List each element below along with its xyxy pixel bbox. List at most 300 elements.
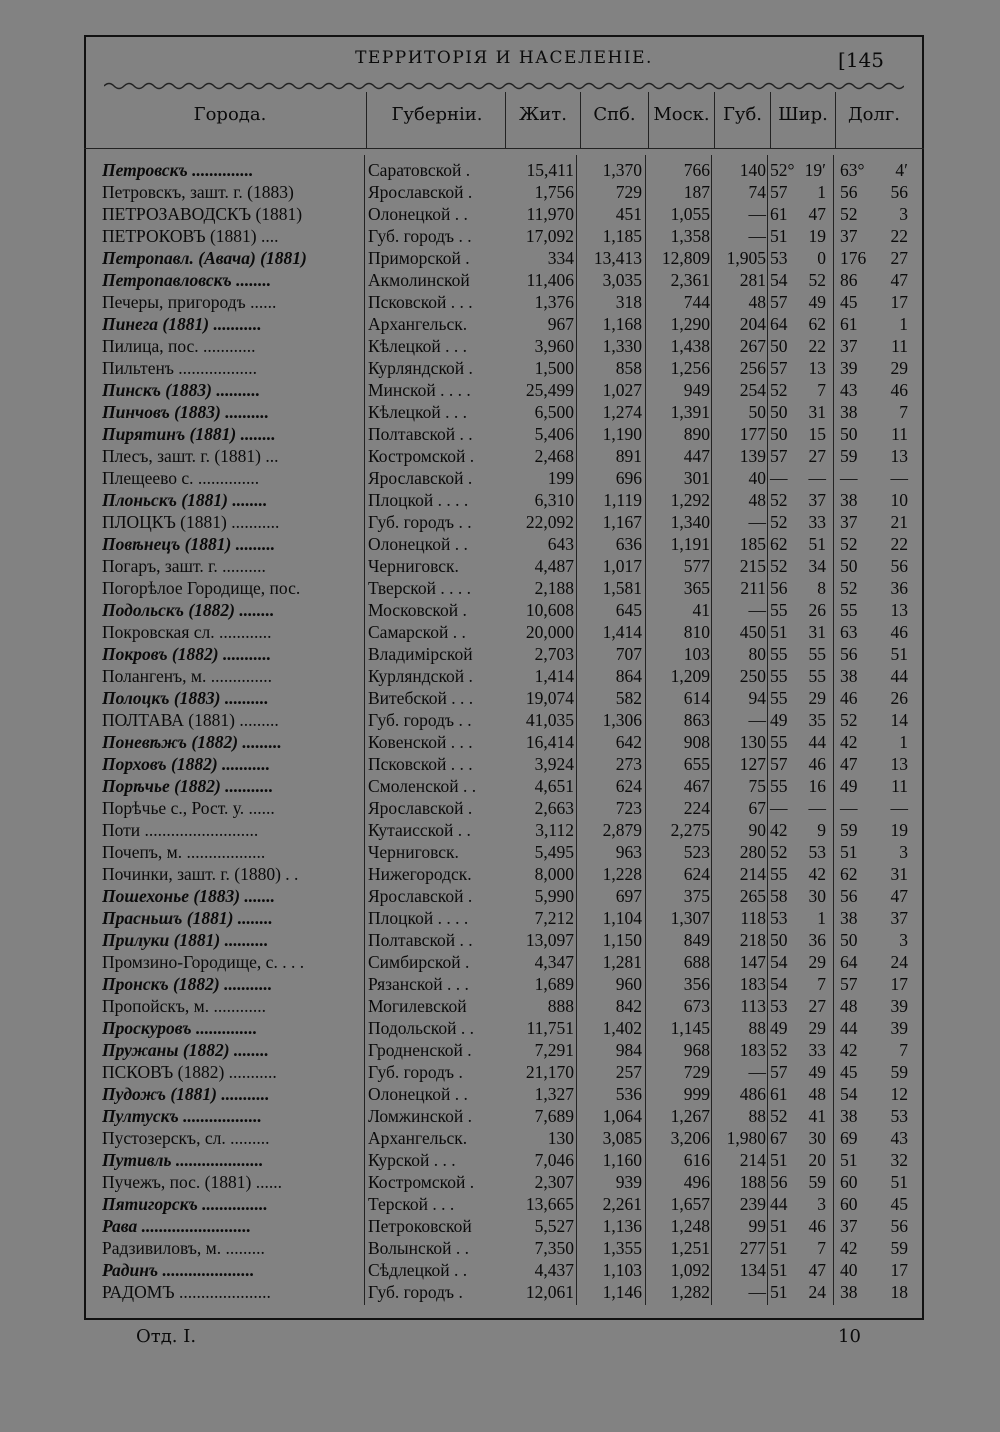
table-row bbox=[96, 357, 912, 379]
latitude-min-cell: 20 bbox=[808, 1150, 826, 1170]
population-cell: 3,960 bbox=[534, 336, 574, 356]
city-cell: Полангенъ, м. .............. bbox=[102, 666, 272, 686]
city-cell: Проскуровъ .............. bbox=[102, 1018, 258, 1038]
city-cell: Пустозерскъ, сл. ......... bbox=[102, 1128, 270, 1148]
longitude-deg-cell: 42 bbox=[840, 732, 858, 752]
latitude-min-cell: 31 bbox=[808, 622, 826, 642]
latitude-min-cell: 44 bbox=[808, 732, 826, 752]
population-cell: 13,665 bbox=[525, 1194, 574, 1214]
latitude-deg-cell: 55 bbox=[770, 644, 788, 664]
distance-gub-cell: 118 bbox=[740, 908, 766, 928]
latitude-min-cell: 37 bbox=[808, 490, 826, 510]
city-cell: ПЕТРОЗАВОДСКЪ (1881) bbox=[102, 204, 303, 224]
latitude-deg-cell: 52 bbox=[770, 1106, 788, 1126]
longitude-min-cell: 59 bbox=[890, 1238, 908, 1258]
distance-spb-cell: 645 bbox=[615, 600, 642, 620]
longitude-deg-cell: 60 bbox=[840, 1194, 858, 1214]
distance-gub-cell: 204 bbox=[739, 314, 766, 334]
province-cell: Губ. городъ . . bbox=[368, 226, 472, 246]
wavy-rule bbox=[104, 80, 904, 92]
longitude-deg-cell: 63 bbox=[840, 622, 858, 642]
province-cell: Олонецкой . . bbox=[368, 534, 468, 554]
longitude-min-cell: 1 bbox=[899, 314, 908, 334]
distance-spb-cell: 1,370 bbox=[602, 160, 642, 180]
province-cell: Витебской . . . bbox=[368, 688, 474, 708]
table-row bbox=[96, 1237, 912, 1259]
city-cell: Печеры, пригородъ ...... bbox=[102, 292, 277, 312]
population-cell: 4,347 bbox=[534, 952, 574, 972]
latitude-deg-cell: — bbox=[770, 468, 788, 488]
distance-gub-cell: 140 bbox=[739, 160, 766, 180]
table-row bbox=[96, 1127, 912, 1149]
latitude-deg-cell: 52 bbox=[770, 512, 788, 532]
distance-moscow-cell: 365 bbox=[683, 578, 710, 598]
distance-spb-cell: 697 bbox=[615, 886, 642, 906]
col-header-gubd: Губ. bbox=[722, 104, 763, 125]
longitude-deg-cell: 60 bbox=[840, 1172, 858, 1192]
longitude-deg-cell: 64 bbox=[840, 952, 858, 972]
population-cell: 7,212 bbox=[534, 908, 574, 928]
population-cell: 8,000 bbox=[534, 864, 574, 884]
longitude-deg-cell: 56 bbox=[840, 644, 858, 664]
population-cell: 25,499 bbox=[525, 380, 574, 400]
city-cell: Пошехонье (1883) ....... bbox=[102, 886, 276, 906]
latitude-min-cell: 49 bbox=[808, 1062, 826, 1082]
city-cell: Пучежъ, пос. (1881) ...... bbox=[102, 1172, 282, 1192]
population-cell: 1,756 bbox=[534, 182, 574, 202]
distance-gub-cell: 1,980 bbox=[726, 1128, 766, 1148]
latitude-min-cell: 59 bbox=[808, 1172, 826, 1192]
distance-gub-cell: 88 bbox=[748, 1018, 766, 1038]
distance-moscow-cell: 41 bbox=[692, 600, 710, 620]
longitude-min-cell: 56 bbox=[890, 182, 908, 202]
table-row bbox=[96, 731, 912, 753]
latitude-deg-cell: 50 bbox=[770, 402, 788, 422]
population-cell: 20,000 bbox=[525, 622, 574, 642]
longitude-deg-cell: 52 bbox=[840, 578, 858, 598]
longitude-deg-cell: 38 bbox=[840, 908, 858, 928]
city-cell: Подольскъ (1882) ........ bbox=[102, 600, 275, 620]
distance-gub-cell: 1,905 bbox=[726, 248, 766, 268]
longitude-min-cell: 19 bbox=[890, 820, 908, 840]
distance-spb-cell: 1,027 bbox=[602, 380, 642, 400]
population-cell: 41,035 bbox=[525, 710, 574, 730]
population-cell: 1,500 bbox=[534, 358, 574, 378]
province-cell: Губ. городъ . . bbox=[368, 512, 472, 532]
distance-spb-cell: 1,414 bbox=[602, 622, 642, 642]
distance-spb-cell: 582 bbox=[615, 688, 642, 708]
distance-moscow-cell: 766 bbox=[683, 160, 710, 180]
latitude-min-cell: 48 bbox=[808, 1084, 826, 1104]
table-row bbox=[96, 687, 912, 709]
latitude-deg-cell: 53 bbox=[770, 248, 788, 268]
distance-moscow-cell: 1,256 bbox=[670, 358, 710, 378]
distance-spb-cell: 960 bbox=[615, 974, 642, 994]
longitude-min-cell: 11 bbox=[891, 424, 908, 444]
distance-gub-cell: 40 bbox=[748, 468, 766, 488]
distance-spb-cell: 1,306 bbox=[602, 710, 642, 730]
distance-spb-cell: 536 bbox=[615, 1084, 642, 1104]
longitude-min-cell: 56 bbox=[890, 1216, 908, 1236]
longitude-min-cell: 51 bbox=[890, 1172, 908, 1192]
distance-spb-cell: 624 bbox=[615, 776, 642, 796]
latitude-min-cell: 42 bbox=[808, 864, 826, 884]
province-cell: Кѣлецкой . . . bbox=[368, 336, 468, 356]
distance-spb-cell: 1,281 bbox=[602, 952, 642, 972]
longitude-deg-cell: 38 bbox=[840, 402, 858, 422]
city-cell: Порѣчье (1882) ........... bbox=[102, 776, 274, 796]
longitude-min-cell: 47 bbox=[890, 886, 908, 906]
distance-spb-cell: 984 bbox=[615, 1040, 642, 1060]
population-cell: 199 bbox=[547, 468, 574, 488]
distance-gub-cell: 211 bbox=[740, 578, 766, 598]
city-cell: Прасньшъ (1881) ........ bbox=[102, 908, 273, 928]
province-cell: Кутаисской . . bbox=[368, 820, 471, 840]
population-cell: 5,990 bbox=[534, 886, 574, 906]
province-cell: Терской . . . bbox=[368, 1194, 455, 1214]
table-row bbox=[96, 313, 912, 335]
province-cell: Полтавской . . bbox=[368, 930, 473, 950]
longitude-deg-cell: 42 bbox=[840, 1040, 858, 1060]
distance-spb-cell: 318 bbox=[615, 292, 642, 312]
distance-gub-cell: 94 bbox=[748, 688, 766, 708]
longitude-min-cell: 37 bbox=[890, 908, 908, 928]
longitude-min-cell: 45 bbox=[890, 1194, 908, 1214]
table-row bbox=[96, 291, 912, 313]
latitude-min-cell: 30 bbox=[808, 886, 826, 906]
distance-moscow-cell: 655 bbox=[683, 754, 710, 774]
latitude-min-cell: 9 bbox=[817, 820, 826, 840]
longitude-deg-cell: 40 bbox=[840, 1260, 858, 1280]
longitude-deg-cell: — bbox=[840, 468, 858, 488]
distance-moscow-cell: 1,438 bbox=[670, 336, 710, 356]
distance-moscow-cell: 577 bbox=[683, 556, 710, 576]
distance-spb-cell: 273 bbox=[615, 754, 642, 774]
distance-moscow-cell: 12,809 bbox=[661, 248, 710, 268]
longitude-min-cell: 17 bbox=[890, 292, 908, 312]
running-head bbox=[84, 48, 924, 78]
distance-moscow-cell: 1,292 bbox=[670, 490, 710, 510]
table-row bbox=[96, 665, 912, 687]
city-cell: Прилуки (1881) .......... bbox=[102, 930, 269, 950]
distance-moscow-cell: 614 bbox=[683, 688, 710, 708]
latitude-min-cell: 16 bbox=[808, 776, 826, 796]
distance-moscow-cell: 1,251 bbox=[670, 1238, 710, 1258]
table-row bbox=[96, 533, 912, 555]
distance-moscow-cell: 1,307 bbox=[670, 908, 710, 928]
longitude-deg-cell: 59 bbox=[840, 446, 858, 466]
latitude-deg-cell: 57 bbox=[770, 1062, 788, 1082]
distance-spb-cell: 1,402 bbox=[602, 1018, 642, 1038]
population-cell: 3,924 bbox=[534, 754, 574, 774]
table-row bbox=[96, 819, 912, 841]
table-row bbox=[96, 159, 912, 181]
latitude-min-cell: 7 bbox=[817, 1238, 826, 1258]
table-row bbox=[96, 467, 912, 489]
longitude-min-cell: 3 bbox=[899, 204, 908, 224]
distance-spb-cell: 3,035 bbox=[602, 270, 642, 290]
city-cell: Пинскъ (1883) .......... bbox=[102, 380, 261, 400]
table-row bbox=[96, 1259, 912, 1281]
distance-moscow-cell: 1,290 bbox=[670, 314, 710, 334]
distance-gub-cell: 267 bbox=[739, 336, 766, 356]
table-row bbox=[96, 335, 912, 357]
table-row bbox=[96, 445, 912, 467]
table-row bbox=[96, 511, 912, 533]
longitude-deg-cell: 52 bbox=[840, 534, 858, 554]
city-cell: Радзивиловъ, м. ......... bbox=[102, 1238, 265, 1258]
longitude-min-cell: 7 bbox=[899, 1040, 908, 1060]
province-cell: Олонецкой . . bbox=[368, 1084, 468, 1104]
table-row bbox=[96, 907, 912, 929]
longitude-min-cell: 26 bbox=[890, 688, 908, 708]
province-cell: Губ. городъ . bbox=[368, 1062, 463, 1082]
longitude-deg-cell: 42 bbox=[840, 1238, 858, 1258]
longitude-deg-cell: 51 bbox=[840, 1150, 858, 1170]
distance-spb-cell: 636 bbox=[615, 534, 642, 554]
longitude-deg-cell: 56 bbox=[840, 182, 858, 202]
longitude-deg-cell: 63° bbox=[840, 160, 865, 180]
city-cell: ПЕТРОКОВЪ (1881) .... bbox=[102, 226, 279, 246]
table-row bbox=[96, 423, 912, 445]
table-row bbox=[96, 929, 912, 951]
latitude-min-cell: — bbox=[808, 468, 826, 488]
table-row bbox=[96, 577, 912, 599]
latitude-min-cell: 3 bbox=[817, 1194, 826, 1214]
city-cell: Покровъ (1882) ........... bbox=[102, 644, 272, 664]
population-cell: 16,414 bbox=[525, 732, 574, 752]
province-cell: Ярославской . bbox=[368, 468, 473, 488]
table-row bbox=[96, 1149, 912, 1171]
city-cell: Погаръ, зашт. г. .......... bbox=[102, 556, 266, 576]
latitude-min-cell: 49 bbox=[808, 292, 826, 312]
province-cell: Черниговск. bbox=[368, 842, 459, 862]
latitude-min-cell: 53 bbox=[808, 842, 826, 862]
latitude-deg-cell: 51 bbox=[770, 1150, 788, 1170]
distance-spb-cell: 1,330 bbox=[602, 336, 642, 356]
longitude-min-cell: 44 bbox=[890, 666, 908, 686]
page-title: ТЕРРИТОРІЯ И НАСЕЛЕНІЕ. bbox=[355, 48, 653, 68]
longitude-min-cell: 59 bbox=[890, 1062, 908, 1082]
latitude-min-cell: 33 bbox=[808, 512, 826, 532]
table-row bbox=[96, 1061, 912, 1083]
city-cell: Петропавл. (Авача) (1881) bbox=[102, 248, 307, 268]
longitude-deg-cell: 38 bbox=[840, 666, 858, 686]
table-row bbox=[96, 753, 912, 775]
population-cell: 2,663 bbox=[534, 798, 574, 818]
province-cell: Курской . . . bbox=[368, 1150, 456, 1170]
longitude-deg-cell: — bbox=[840, 798, 858, 818]
population-cell: 2,468 bbox=[534, 446, 574, 466]
table-row bbox=[96, 247, 912, 269]
city-cell: Пятигорскъ ............... bbox=[102, 1194, 268, 1214]
province-cell: Приморской . bbox=[368, 248, 470, 268]
distance-spb-cell: 642 bbox=[615, 732, 642, 752]
city-cell: Промзино-Городище, с. . . . bbox=[102, 952, 305, 972]
col-header-shir: Шир. bbox=[778, 104, 828, 125]
city-cell: Путивль .................... bbox=[102, 1150, 264, 1170]
longitude-deg-cell: 39 bbox=[840, 358, 858, 378]
province-cell: Плоцкой . . . . bbox=[368, 908, 469, 928]
city-cell: Пронскъ (1882) ........... bbox=[102, 974, 273, 994]
distance-gub-cell: 139 bbox=[739, 446, 766, 466]
distance-spb-cell: 257 bbox=[615, 1062, 642, 1082]
city-cell: Радинъ ..................... bbox=[102, 1260, 255, 1280]
longitude-min-cell: 51 bbox=[890, 644, 908, 664]
latitude-deg-cell: 51 bbox=[770, 1238, 788, 1258]
population-cell: 5,495 bbox=[534, 842, 574, 862]
longitude-deg-cell: 37 bbox=[840, 1216, 858, 1236]
province-cell: Ярославской . bbox=[368, 886, 473, 906]
latitude-min-cell: 52 bbox=[808, 270, 826, 290]
distance-moscow-cell: 949 bbox=[683, 380, 710, 400]
distance-gub-cell: 127 bbox=[739, 754, 766, 774]
distance-spb-cell: 1,119 bbox=[603, 490, 642, 510]
latitude-min-cell: 1 bbox=[817, 908, 826, 928]
latitude-deg-cell: 52 bbox=[770, 490, 788, 510]
distance-gub-cell: — bbox=[748, 512, 766, 532]
longitude-deg-cell: 56 bbox=[840, 886, 858, 906]
longitude-deg-cell: 37 bbox=[840, 226, 858, 246]
distance-spb-cell: 1,160 bbox=[602, 1150, 642, 1170]
distance-moscow-cell: 1,657 bbox=[670, 1194, 710, 1214]
province-cell: Курляндской . bbox=[368, 358, 473, 378]
province-cell: Смоленской . . bbox=[368, 776, 477, 796]
longitude-deg-cell: 48 bbox=[840, 996, 858, 1016]
longitude-deg-cell: 55 bbox=[840, 600, 858, 620]
population-cell: 3,112 bbox=[535, 820, 574, 840]
latitude-min-cell: 35 bbox=[808, 710, 826, 730]
table-row bbox=[96, 489, 912, 511]
longitude-min-cell: 46 bbox=[890, 380, 908, 400]
population-cell: 7,689 bbox=[534, 1106, 574, 1126]
distance-gub-cell: 74 bbox=[748, 182, 766, 202]
distance-gub-cell: 183 bbox=[739, 1040, 766, 1060]
distance-gub-cell: 185 bbox=[739, 534, 766, 554]
table-row bbox=[96, 269, 912, 291]
distance-moscow-cell: 2,361 bbox=[670, 270, 710, 290]
population-cell: 334 bbox=[547, 248, 574, 268]
population-cell: 2,703 bbox=[534, 644, 574, 664]
population-cell: 643 bbox=[547, 534, 574, 554]
province-cell: Симбирской . bbox=[368, 952, 470, 972]
distance-gub-cell: 188 bbox=[739, 1172, 766, 1192]
population-cell: 21,170 bbox=[525, 1062, 574, 1082]
city-cell: ПОЛТАВА (1881) ......... bbox=[102, 710, 279, 730]
longitude-min-cell: 27 bbox=[890, 248, 908, 268]
distance-spb-cell: 729 bbox=[615, 182, 642, 202]
distance-moscow-cell: 673 bbox=[683, 996, 710, 1016]
latitude-min-cell: 62 bbox=[808, 314, 826, 334]
distance-gub-cell: — bbox=[748, 204, 766, 224]
col-header-spb: Спб. bbox=[593, 104, 636, 125]
province-cell: Ярославской . bbox=[368, 798, 473, 818]
latitude-deg-cell: 54 bbox=[770, 270, 788, 290]
latitude-min-cell: 1 bbox=[817, 182, 826, 202]
population-cell: 10,608 bbox=[525, 600, 574, 620]
province-cell: Сѣдлецкой . . bbox=[368, 1260, 468, 1280]
distance-gub-cell: — bbox=[748, 600, 766, 620]
table-row bbox=[96, 1281, 912, 1303]
distance-spb-cell: 1,017 bbox=[602, 556, 642, 576]
longitude-min-cell: 3 bbox=[899, 930, 908, 950]
distance-gub-cell: 147 bbox=[739, 952, 766, 972]
latitude-deg-cell: 55 bbox=[770, 600, 788, 620]
distance-gub-cell: 99 bbox=[748, 1216, 766, 1236]
table-row bbox=[96, 621, 912, 643]
distance-spb-cell: 13,413 bbox=[593, 248, 642, 268]
distance-spb-cell: 451 bbox=[615, 204, 642, 224]
latitude-min-cell: 31 bbox=[808, 402, 826, 422]
city-cell: Пирятинъ (1881) ........ bbox=[102, 424, 276, 444]
province-cell: Архангельск. bbox=[368, 314, 468, 334]
distance-spb-cell: 707 bbox=[615, 644, 642, 664]
latitude-min-cell: 19 bbox=[808, 226, 826, 246]
latitude-deg-cell: 49 bbox=[770, 1018, 788, 1038]
distance-gub-cell: 239 bbox=[739, 1194, 766, 1214]
distance-gub-cell: 134 bbox=[739, 1260, 766, 1280]
longitude-min-cell: 22 bbox=[890, 226, 908, 246]
longitude-min-cell: 17 bbox=[890, 1260, 908, 1280]
distance-spb-cell: 858 bbox=[615, 358, 642, 378]
longitude-min-cell: — bbox=[890, 798, 908, 818]
latitude-min-cell: 26 bbox=[808, 600, 826, 620]
table-row bbox=[96, 973, 912, 995]
province-cell: Псковской . . . bbox=[368, 292, 473, 312]
population-cell: 12,061 bbox=[525, 1282, 574, 1302]
distance-moscow-cell: 1,358 bbox=[670, 226, 710, 246]
latitude-deg-cell: 50 bbox=[770, 336, 788, 356]
distance-moscow-cell: 447 bbox=[683, 446, 710, 466]
latitude-deg-cell: 55 bbox=[770, 732, 788, 752]
distance-moscow-cell: 467 bbox=[683, 776, 710, 796]
city-cell: Поти .......................... bbox=[102, 820, 259, 840]
city-cell: Пултускъ .................. bbox=[102, 1106, 262, 1126]
province-cell: Гродненской . bbox=[368, 1040, 472, 1060]
table-row bbox=[96, 841, 912, 863]
distance-moscow-cell: 224 bbox=[683, 798, 710, 818]
distance-gub-cell: 48 bbox=[748, 490, 766, 510]
distance-spb-cell: 1,064 bbox=[602, 1106, 642, 1126]
longitude-min-cell: 11 bbox=[891, 336, 908, 356]
distance-moscow-cell: 616 bbox=[683, 1150, 710, 1170]
distance-gub-cell: 280 bbox=[739, 842, 766, 862]
longitude-deg-cell: 50 bbox=[840, 930, 858, 950]
province-cell: Ковенской . . . bbox=[368, 732, 473, 752]
city-cell: Погорѣлое Городище, пос. bbox=[102, 578, 301, 598]
distance-spb-cell: 891 bbox=[615, 446, 642, 466]
distance-spb-cell: 1,103 bbox=[602, 1260, 642, 1280]
distance-moscow-cell: 2,275 bbox=[670, 820, 710, 840]
distance-spb-cell: 939 bbox=[615, 1172, 642, 1192]
latitude-min-cell: 55 bbox=[808, 644, 826, 664]
distance-spb-cell: 1,581 bbox=[602, 578, 642, 598]
city-cell: Пильтенъ .................. bbox=[102, 358, 258, 378]
latitude-deg-cell: 56 bbox=[770, 578, 788, 598]
population-cell: 6,310 bbox=[534, 490, 574, 510]
population-cell: 11,751 bbox=[526, 1018, 574, 1038]
city-cell: Полоцкъ (1883) .......... bbox=[102, 688, 269, 708]
distance-moscow-cell: 863 bbox=[683, 710, 710, 730]
latitude-min-cell: 46 bbox=[808, 1216, 826, 1236]
longitude-min-cell: 29 bbox=[890, 358, 908, 378]
population-cell: 22,092 bbox=[525, 512, 574, 532]
longitude-deg-cell: 59 bbox=[840, 820, 858, 840]
latitude-min-cell: 46 bbox=[808, 754, 826, 774]
table-row bbox=[96, 775, 912, 797]
latitude-min-cell: 8 bbox=[817, 578, 826, 598]
city-cell: Повѣнецъ (1881) ......... bbox=[102, 534, 276, 554]
